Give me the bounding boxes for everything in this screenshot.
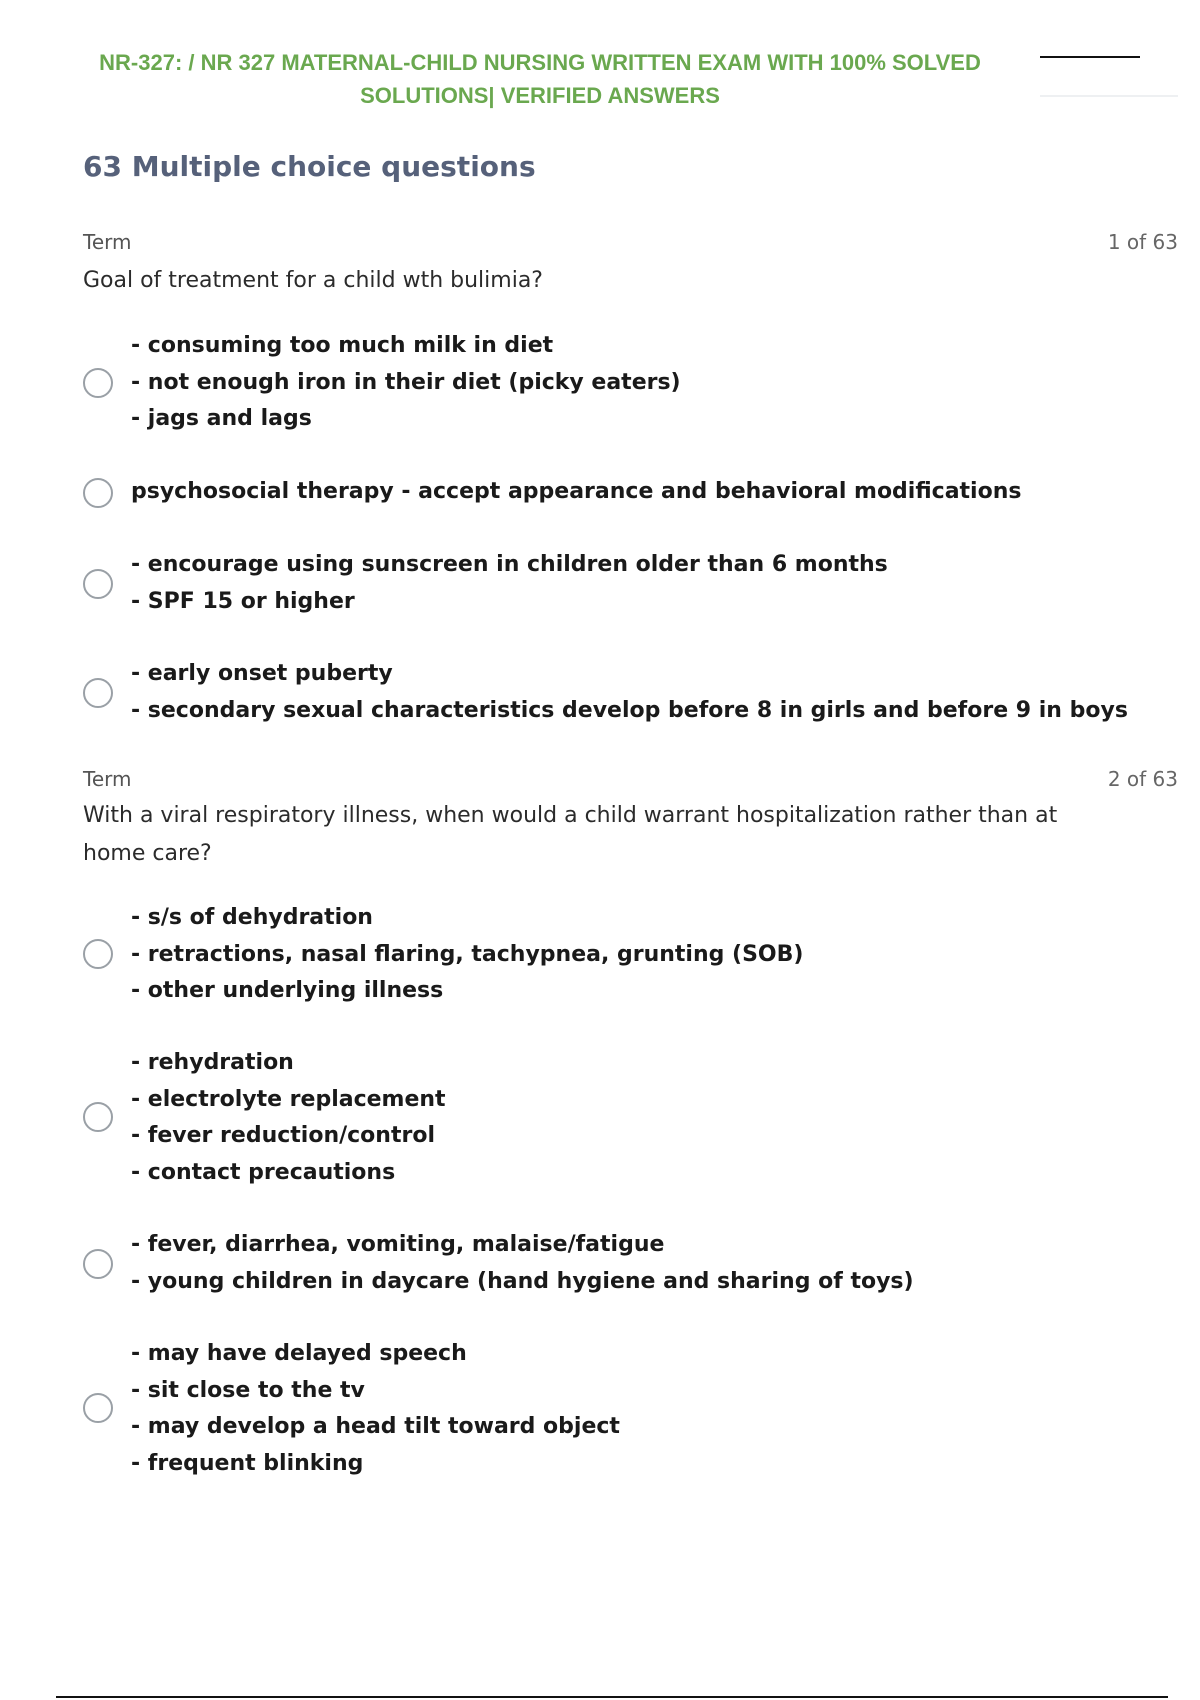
option-line: - secondary sexual characteristics develop before 8 in girls and before 9 in boys bbox=[131, 697, 1128, 723]
option-line: - may have delayed speech bbox=[131, 1341, 467, 1366]
option-line: - may develop a head tilt toward object bbox=[131, 1414, 620, 1439]
option-line: - jags and lags bbox=[131, 406, 312, 431]
option-line: - electrolyte replacement bbox=[131, 1086, 446, 1112]
term-label: Term bbox=[83, 767, 132, 791]
term-question: Goal of treatment for a child wth bulimia? bbox=[83, 268, 543, 293]
radio-button-icon[interactable] bbox=[83, 569, 113, 599]
option-text bbox=[131, 1227, 1171, 1300]
radio-button-icon[interactable] bbox=[83, 368, 113, 398]
header-divider-light bbox=[1040, 95, 1178, 97]
option-line: - SPF 15 or higher bbox=[131, 588, 355, 614]
radio-button-icon[interactable] bbox=[83, 1249, 113, 1279]
option-text bbox=[131, 474, 1171, 511]
term-counter: 1 of 63 bbox=[1107, 230, 1178, 254]
term-counter: 2 of 63 bbox=[1107, 767, 1178, 791]
option-text bbox=[131, 1336, 1171, 1482]
option-line: - s/s of dehydration bbox=[131, 905, 373, 930]
document-title-line-2: SOLUTIONS| VERIFIED ANSWERS bbox=[360, 83, 720, 108]
option-text bbox=[131, 900, 1171, 1010]
option-line: psychosocial therapy - accept appearance and behavioral modifications bbox=[131, 479, 1022, 504]
option-line: - other underlying illness bbox=[131, 978, 444, 1003]
option-text bbox=[131, 656, 1171, 729]
option-line: - frequent blinking bbox=[131, 1450, 364, 1476]
option-line: - retractions, nasal flaring, tachypnea, grunting (SOB) bbox=[131, 941, 804, 967]
option-line: - consuming too much milk in diet bbox=[131, 333, 554, 358]
option-line: - not enough iron in their diet (picky eaters) bbox=[131, 369, 681, 395]
footer-divider bbox=[56, 1696, 1168, 1698]
header-divider bbox=[1040, 56, 1140, 58]
option-text bbox=[131, 1045, 1171, 1191]
option-text bbox=[131, 547, 1171, 620]
term-label: Term bbox=[83, 230, 132, 254]
radio-button-icon[interactable] bbox=[83, 1393, 113, 1423]
option-line: - fever, diarrhea, vomiting, malaise/fatigue bbox=[131, 1232, 665, 1257]
radio-button-icon[interactable] bbox=[83, 678, 113, 708]
option-line: - rehydration bbox=[131, 1050, 294, 1075]
radio-button-icon[interactable] bbox=[83, 939, 113, 969]
option-line: - early onset puberty bbox=[131, 661, 393, 686]
document-title bbox=[60, 46, 1020, 112]
radio-button-icon[interactable] bbox=[83, 478, 113, 508]
option-text bbox=[131, 328, 1171, 438]
radio-button-icon[interactable] bbox=[83, 1102, 113, 1132]
option-line: - contact precautions bbox=[131, 1159, 396, 1185]
option-line: - young children in daycare (hand hygiene and sharing of toys) bbox=[131, 1268, 914, 1294]
set-heading: 63 Multiple choice questions bbox=[83, 150, 536, 183]
term-question: With a viral respiratory illness, when would a child warrant hospitalization rather than at home care? bbox=[83, 803, 1058, 866]
document-title-line-1: NR-327: / NR 327 MATERNAL-CHILD NURSING WRITTEN EXAM WITH 100% SOLVED bbox=[99, 50, 981, 75]
option-line: - encourage using sunscreen in children older than 6 months bbox=[131, 552, 888, 577]
option-line: - sit close to the tv bbox=[131, 1377, 365, 1403]
option-line: - fever reduction/control bbox=[131, 1123, 435, 1148]
